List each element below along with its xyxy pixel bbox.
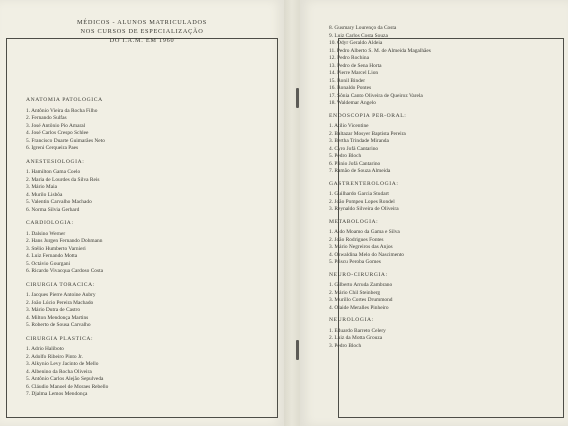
list-item: 1. Atilio Vicentine [329, 123, 369, 129]
list-item: 4. Luiz Fernando Motta [26, 253, 78, 259]
list-item: 15. Ronil Binder [329, 77, 366, 84]
list-item: 4. Olaide Meralles Pinheiro [329, 304, 389, 311]
book-gutter [284, 0, 300, 426]
list-item: 16. Ronaldo Pontes [329, 85, 372, 91]
staple-top [296, 88, 299, 108]
list-item: 14. Pierre Marcel Lion [329, 70, 379, 76]
name-list [329, 123, 529, 176]
list-item: 1. Eduardo Barreto Celery [329, 327, 386, 334]
list-item: 6. Igreni Cerqueira Paes [26, 145, 79, 151]
name-list [329, 25, 529, 108]
title-line-3: DO I.A.M. EM 1960 [109, 37, 175, 44]
list-item: 7. Ramão de Souza Almeida [329, 168, 391, 174]
section-heading: NEURO-CIRURGIA: [329, 271, 388, 278]
name-list [26, 346, 266, 399]
list-item: 18. Waldemar Angelo [329, 100, 376, 106]
list-item: 3. Mário Dutra de Castro [26, 307, 81, 313]
name-list [329, 282, 529, 312]
list-item: 5. Pedro Bloch [329, 153, 362, 159]
list-item: 1. Guilhardo Garcia Studart [329, 191, 389, 197]
list-item: 3. Reynaldo Silveira de Oliveira [329, 206, 399, 212]
list-item: 1. Aldo Moamo da Gama e Silva [329, 229, 400, 235]
list-item: 2. Maria de Lourdes da Silva Reis [26, 176, 100, 183]
section-heading: GASTRENTEROLOGIA: [329, 180, 399, 187]
right-list [329, 25, 529, 350]
list-item: 1. Gilberto Arruda Zambrano [329, 282, 393, 288]
name-list [26, 292, 266, 330]
section-heading: METABOLOGIA: [329, 218, 379, 225]
section-heading: ANESTESIOLOGIA: [26, 158, 85, 165]
list-item: 5. Priscu Peroba Gomes [329, 259, 381, 265]
list-item: 2. João Pompeu Lopes Rondel [329, 198, 395, 205]
name-list [329, 229, 529, 267]
title-line-2: NOS CURSOS DE ESPECIALIZAÇÃO [80, 28, 204, 35]
list-item: 11. Pedro Alberto S. M. de Almeida Magalhães [329, 47, 431, 54]
list-item: 3. José Antônio Pio Amaral [26, 122, 86, 129]
list-item: 1. Adrio Haliboto [26, 346, 64, 352]
section-heading: CARDIOLOGIA: [26, 220, 74, 226]
right-page [300, 0, 568, 426]
list-item: 4. Oswaldina Melo do Nascimento [329, 251, 405, 258]
list-item: 3. Pedro Bloch [329, 342, 362, 349]
list-item: 7. Djalma Lemos Mendonça [26, 391, 88, 397]
name-list [329, 191, 529, 214]
list-item: 4. Albenino da Rocha Oliveira [26, 368, 92, 375]
section-heading: NEUROLOGIA: [329, 317, 374, 323]
list-item: 8. Gusmary Lourenço da Costa [329, 25, 397, 31]
list-item: 3. Mário Negreiros das Anjos [329, 244, 393, 250]
list-item: 6. Ricardo Vivacqua Cardoso Costa [26, 268, 103, 274]
list-item: 2. Baltazar Mosyer Baptista Pereira [329, 130, 406, 137]
section-heading: CIRURGIA TORACICA: [26, 281, 95, 288]
left-list [26, 63, 266, 399]
list-item: 1. Hamilton Gama Coelo [26, 169, 81, 175]
list-item: 3. Alkynio Levy Jacinto de Mello [26, 361, 99, 367]
list-item: 1. Dalsino Werner [26, 230, 66, 237]
list-item: 6. Plinio Jofá Cantarino [329, 160, 381, 167]
list-item: 3. Bertha Trindade Miranda [329, 138, 389, 144]
list-item: 2. João Rodrigues Fontes [329, 236, 384, 243]
list-item: 2. Fernando Sulfas [26, 115, 67, 121]
name-list [26, 169, 266, 214]
list-item: 3. Stélio Humberto Varnieri [26, 245, 86, 252]
list-item: 5. Valentin Carvalho Machado [26, 199, 92, 205]
list-item: 12. Pedro Rochina [329, 55, 369, 61]
list-item: 2. Adolfo Ribeiro Pinto Jr. [26, 353, 83, 360]
list-item: 2. João Lúcio Pereira Machado [26, 299, 94, 306]
list-item: 10. Odyr Geraldo Aldeia [329, 40, 383, 46]
list-item: 3. Murillo Cortes Drummond [329, 297, 393, 303]
list-item: 4. José Carlos Crespo Schlee [26, 130, 89, 136]
list-item: 2. Luiz da Motta Grouza [329, 335, 383, 341]
list-item: 17. Sônia Canto Oliveira de Queiroz Varela [329, 92, 423, 99]
staple-bottom [296, 340, 299, 360]
list-item: 4. Murilo Lisbôa [26, 191, 63, 198]
name-list [26, 231, 266, 276]
list-item: 5. Roberto de Sousa Carvalho [26, 322, 91, 328]
section-heading: ANATOMIA PATOLOGICA [26, 97, 103, 103]
list-item: 3. Mário Maia [26, 184, 57, 190]
list-item: 6. Cláudio Manoel de Moraes Rebello [26, 383, 109, 390]
name-list [26, 108, 266, 153]
list-item: 2. Mário Chil Steinberg [329, 289, 381, 296]
list-item: 5. Antônio Carlos Alejão Sepulveda [26, 376, 104, 382]
list-item: 4. Cyro Jofá Cantarino [329, 145, 379, 152]
list-item: 2. Hans Jurgen Fernando Dohmann [26, 238, 103, 244]
list-item: 6. Norma Silvia Gerhard [26, 206, 80, 213]
list-item: 1. Jacques Pierre Antoine Aubry [26, 292, 96, 298]
list-item: 1. Antônio Vieira da Rocha Filho [26, 107, 98, 114]
title-line-1: MÉDICOS - ALUNOS MATRICULADOS [77, 19, 207, 26]
section-heading: ENDOSCOPIA PER-ORAL: [329, 112, 407, 119]
list-item: 9. Luiz Carlos Costa Souza [329, 32, 388, 39]
list-item: 5. Octávio Gourgani [26, 260, 71, 267]
list-item: 13. Pedro de Sena Horta [329, 62, 382, 69]
section-heading: CIRURGIA PLASTICA: [26, 335, 94, 342]
name-list [329, 328, 529, 351]
document-title [0, 18, 284, 45]
list-item: 4. Milton Mendonça Martins [26, 314, 89, 321]
list-item: 5. Francisco Duarte Guimarães Neto [26, 137, 105, 144]
